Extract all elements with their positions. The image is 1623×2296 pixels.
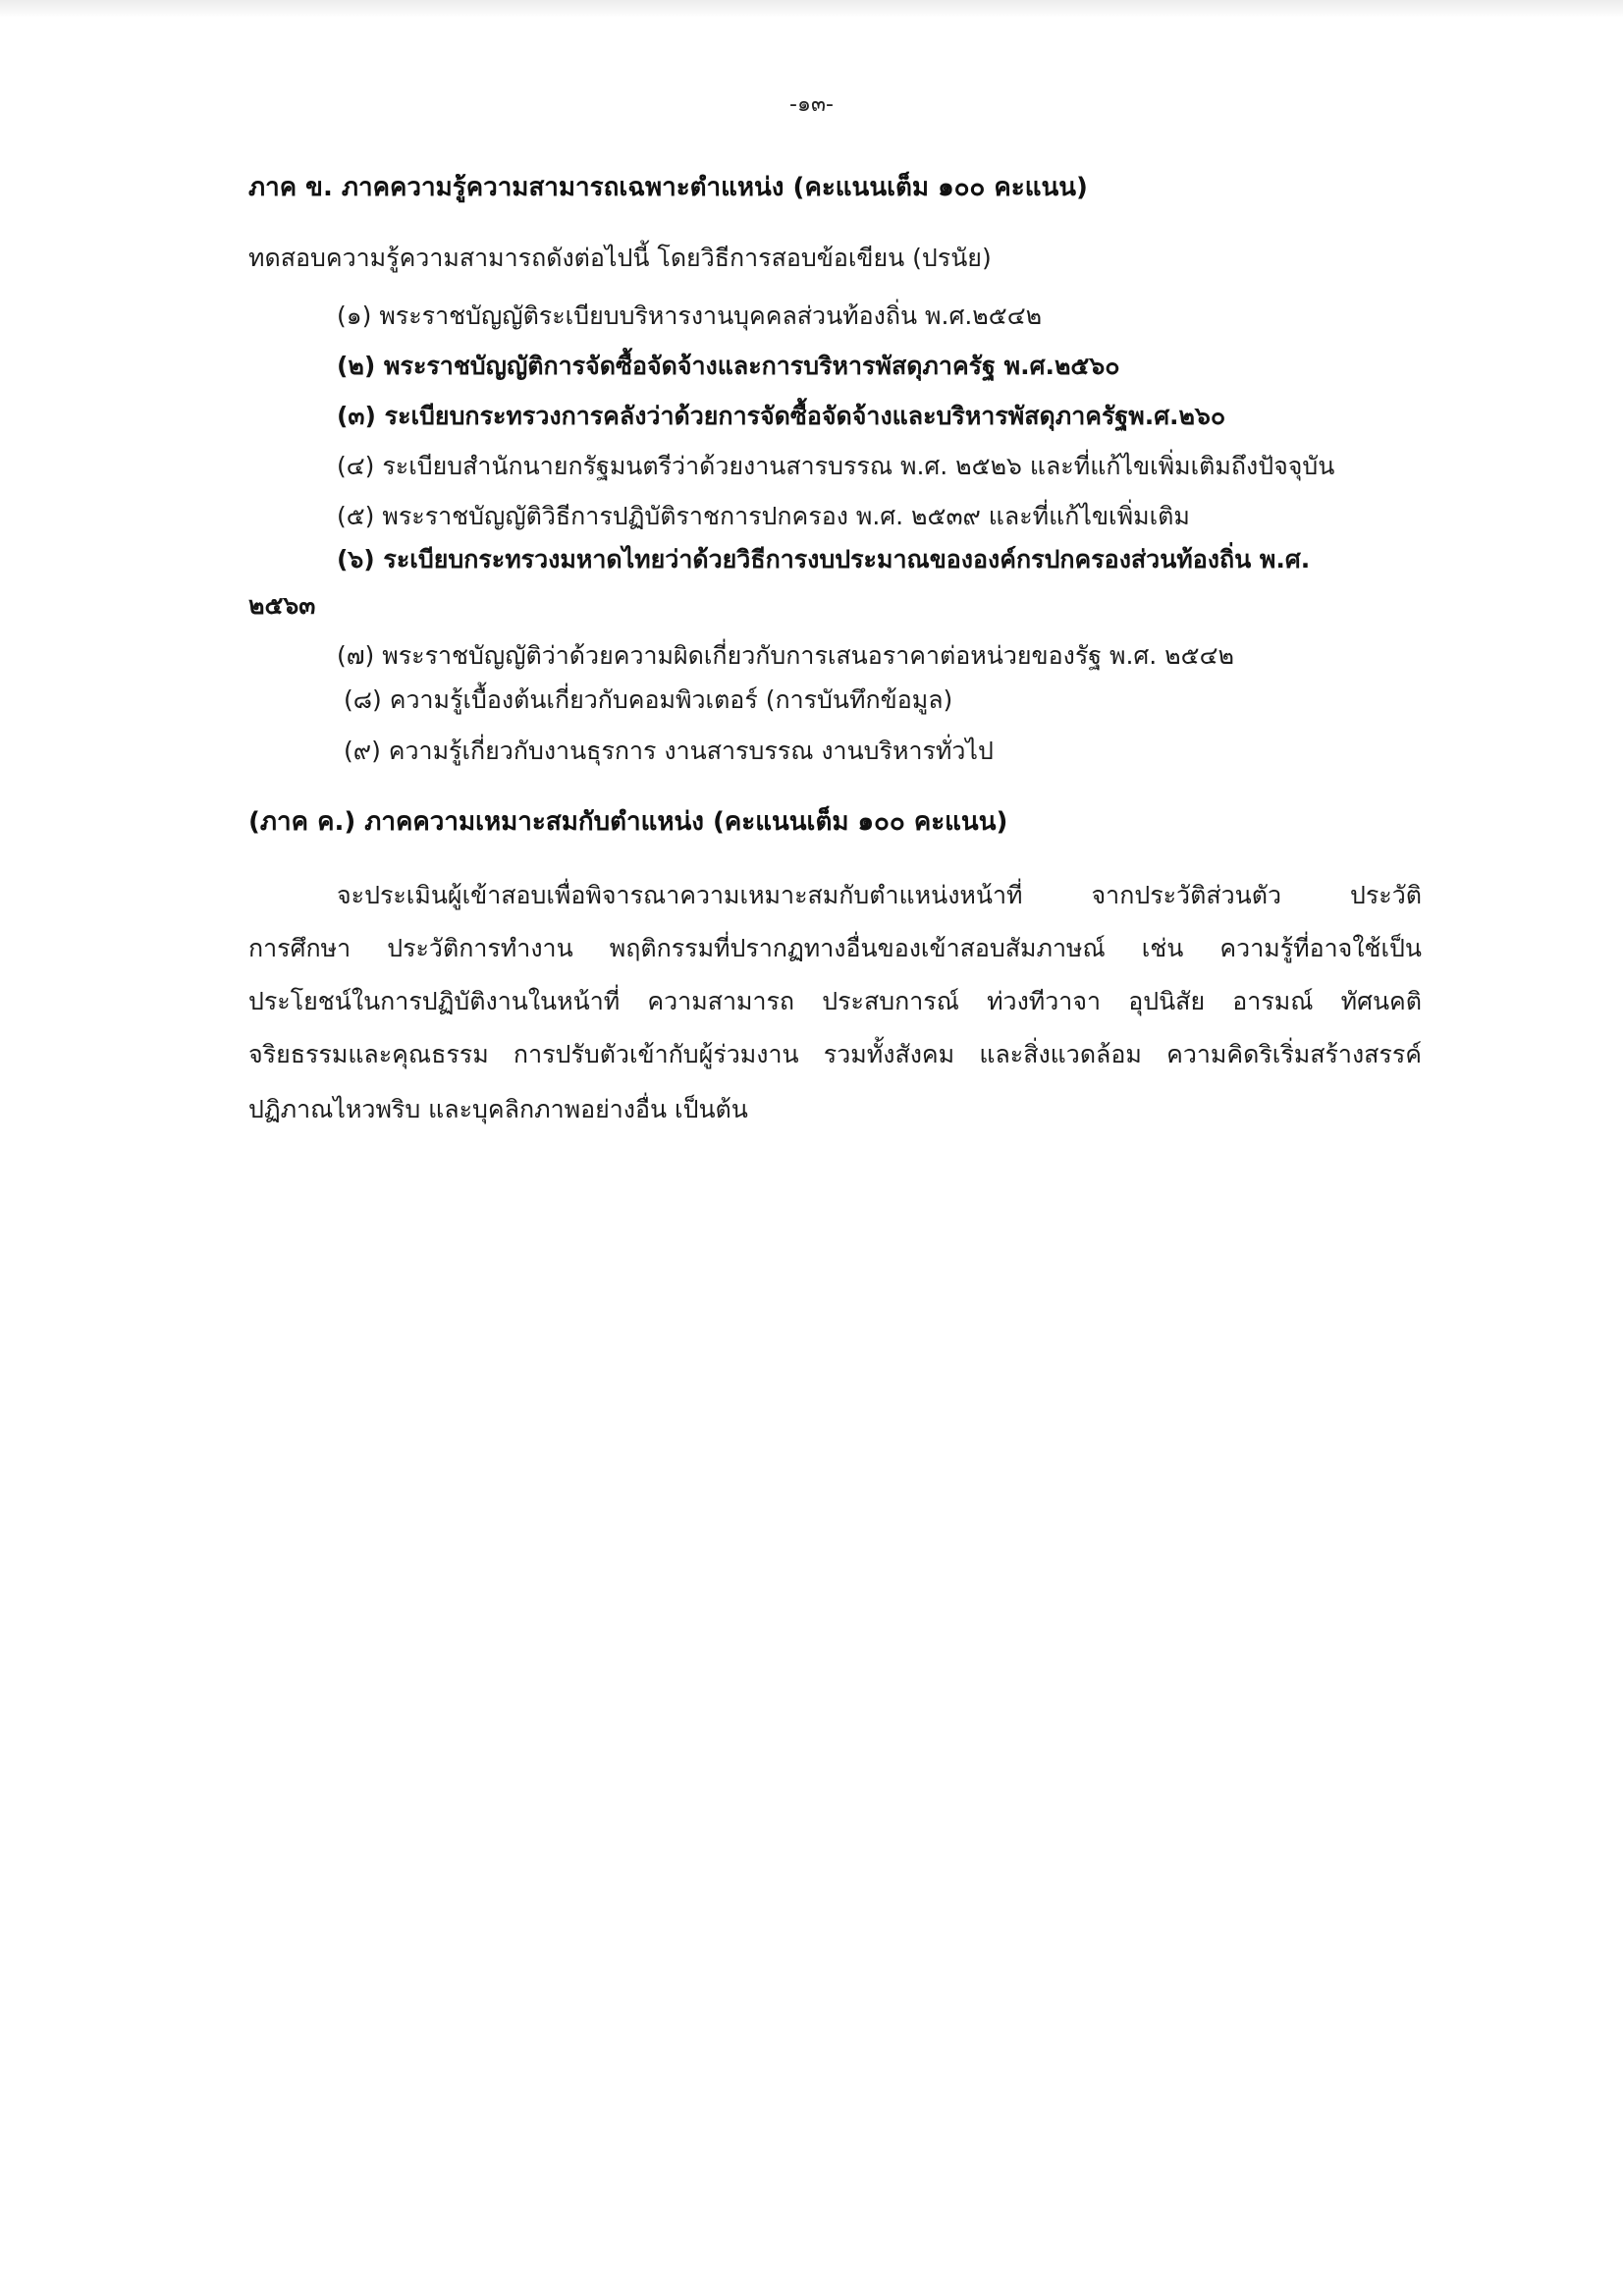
- paragraph-line: ปฏิภาณไหวพริบ และบุคลิกภาพอย่างอื่น เป็นต้น: [248, 1095, 748, 1123]
- list-item: (๓) ระเบียบกระทรวงการคลังว่าด้วยการจัดซื้อจัดจ้างและบริหารพัสดุภาครัฐพ.ศ.๒๖๐: [337, 402, 1226, 430]
- page-number: -๑๓-: [789, 92, 834, 117]
- list-item: (๒) พระราชบัญญัติการจัดซื้อจัดจ้างและการบริหารพัสดุภาครัฐ พ.ศ.๒๕๖๐: [337, 352, 1120, 380]
- paragraph-line: จะประเมินผู้เข้าสอบเพื่อพิจารณาความเหมาะสมกับตำแหน่งหน้าที่ จากประวัติส่วนตัว ประวัติ: [337, 881, 1422, 909]
- paragraph-line: การศึกษา ประวัติการทำงาน พฤติกรรมที่ปรากฏทางอื่นของเข้าสอบสัมภาษณ์ เช่น ความรู้ที่อาจใช้เป็น: [248, 934, 1422, 962]
- section-b-intro: ทดสอบความรู้ความสามารถดังต่อไปนี้ โดยวิธีการสอบข้อเขียน (ปรนัย): [248, 244, 992, 272]
- list-item: (๖) ระเบียบกระทรวงมหาดไทยว่าด้วยวิธีการงบประมาณขององค์กรปกครองส่วนท้องถิ่น พ.ศ.: [337, 545, 1311, 574]
- list-item: (๔) ระเบียบสำนักนายกรัฐมนตรีว่าด้วยงานสารบรรณ พ.ศ. ๒๕๒๖ และที่แก้ไขเพิ่มเติมถึงปัจจุบัน: [337, 452, 1335, 480]
- paragraph-line: ประโยชน์ในการปฏิบัติงานในหน้าที่ ความสามารถ ประสบการณ์ ท่วงทีวาจา อุปนิสัย อารมณ์ ทัศนคติ: [248, 987, 1422, 1015]
- list-item: (๗) พระราชบัญญัติว่าด้วยความผิดเกี่ยวกับการเสนอราคาต่อหน่วยของรัฐ พ.ศ. ๒๕๔๒: [337, 641, 1234, 670]
- list-item: (๑) พระราชบัญญัติระเบียบบริหารงานบุคคลส่วนท้องถิ่น พ.ศ.๒๕๔๒: [337, 301, 1043, 330]
- scan-edge-shading: [0, 0, 1623, 18]
- list-item: (๕) พระราชบัญญัติวิธีการปฏิบัติราชการปกครอง พ.ศ. ๒๕๓๙ และที่แก้ไขเพิ่มเติม: [337, 502, 1190, 530]
- list-item: (๘) ความรู้เบื้องต้นเกี่ยวกับคอมพิวเตอร์ (การบันทึกข้อมูล): [344, 685, 953, 714]
- list-item: (๙) ความรู้เกี่ยวกับงานธุรการ งานสารบรรณ งานบริหารทั่วไป: [344, 737, 994, 765]
- section-b-heading: ภาค ข. ภาคความรู้ความสามารถเฉพาะตำแหน่ง (คะแนนเต็ม ๑๐๐ คะแนน): [248, 173, 1088, 202]
- list-item-continuation: ๒๕๖๓: [248, 591, 316, 620]
- section-c-heading: (ภาค ค.) ภาคความเหมาะสมกับตำแหน่ง (คะแนนเต็ม ๑๐๐ คะแนน): [248, 807, 1008, 837]
- paragraph-line: จริยธรรมและคุณธรรม การปรับตัวเข้ากับผู้ร่วมงาน รวมทั้งสังคม และสิ่งแวดล้อม ความคิดริเริ่มสร้างสรรค์: [248, 1040, 1422, 1068]
